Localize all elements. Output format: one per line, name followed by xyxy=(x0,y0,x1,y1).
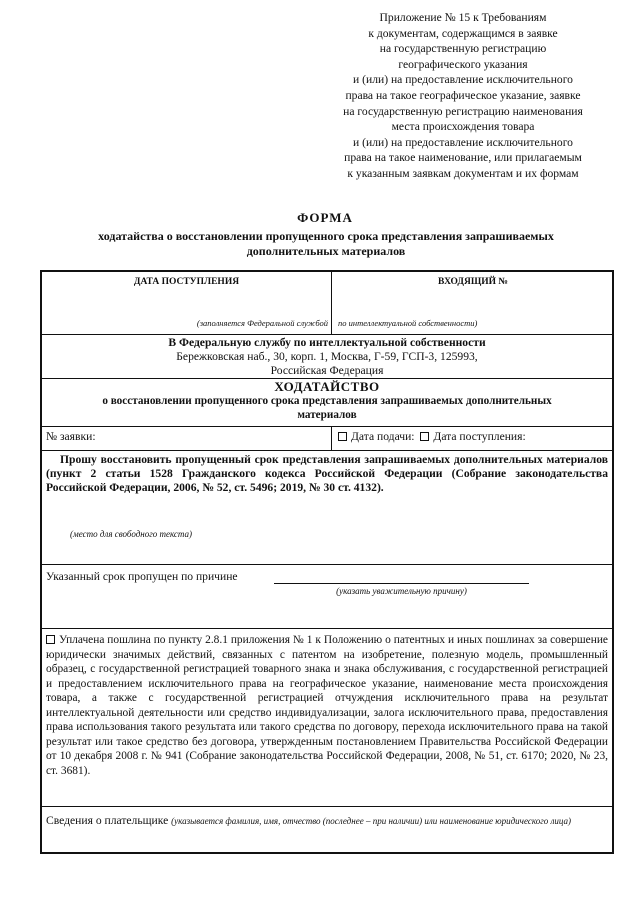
appendix-line: и (или) на предоставление исключительного xyxy=(353,73,573,87)
appendix-line: и (или) на предоставление исключительного xyxy=(353,135,573,149)
divider xyxy=(42,334,612,335)
appendix-line: к указанным заявкам документам и их формам xyxy=(347,166,579,180)
form-subtitle xyxy=(60,229,592,259)
free-text-hint: (место для свободного текста) xyxy=(70,529,192,539)
reason-label: Указанный срок пропущен по причине xyxy=(46,570,238,583)
addressee-address: Бережковская наб., 30, корп. 1, Москва, Г-59, ГСП-3, 125993, xyxy=(176,350,478,363)
dates-row xyxy=(338,430,610,444)
filing-date-label: Дата подачи: xyxy=(351,430,415,443)
appendix-line: географического указания xyxy=(398,57,528,71)
appendix-line: на государственную регистрацию наименования xyxy=(343,104,583,118)
fee-paid-checkbox[interactable] xyxy=(46,635,55,644)
reason-hint: (указать уважительную причину) xyxy=(336,586,467,596)
incoming-number-label: ВХОДЯЩИЙ № xyxy=(438,277,508,287)
divider xyxy=(42,628,612,629)
payer-block[interactable] xyxy=(46,813,608,829)
incoming-number-field[interactable] xyxy=(338,290,608,316)
payer-label: Сведения о плательщике xyxy=(46,814,169,827)
form-subtitle-line-2: дополнительных материалов xyxy=(246,244,406,258)
application-number-label: № заявки: xyxy=(46,430,96,443)
filled-by-note-right: по интеллектуальной собственности) xyxy=(338,318,478,328)
appendix-line: права на такое географическое указание, заявке xyxy=(345,88,581,102)
receipt-date-label: ДАТА ПОСТУПЛЕНИЯ xyxy=(133,277,240,287)
petition-title-block xyxy=(42,379,612,422)
divider xyxy=(42,426,612,427)
filled-by-note-left: (заполняется Федеральной службой xyxy=(196,318,328,328)
receipt-date-field[interactable] xyxy=(48,290,326,316)
addressee-country: Российская Федерация xyxy=(270,364,384,377)
appendix-line: права на такое наименование, или прилагаемым xyxy=(344,151,582,165)
divider xyxy=(42,450,612,451)
appendix-line: к документам, содержащимся в заявке xyxy=(368,26,558,40)
form-title: ФОРМА xyxy=(297,210,353,225)
receipt-date-label-2: Дата поступления: xyxy=(433,430,526,443)
fee-text: Уплачена пошлина по пункту 2.8.1 приложения № 1 к Положению о патентных и иных пошлинах за совершение юридически значимых действий, связанных с патентом на изобретение, полезную модель, промышленный образец, с государственной регистрацией товарного знака и знака обслуживания, с государственной регистрацией и предоставлением исключительного права на географическое указание, наименование места происхождения товара, а также с государственной регистрацией отчуждения исключительного права на результат интеллектуальной деятельности или средство индивидуализации, залога исключительного права, предоставления права использования такого результата или такого средства по договору, перехода исключительного права на такой результат или такое средство без договора, утвержденным постановлением Правительства Российской Федерации от 10 декабря 2008 г. № 941 (Собрание законодательства Российской Федерации, 2008, № 51, ст. 6170; 2020, № 23, ст. 3681). xyxy=(46,634,608,777)
free-text-area[interactable] xyxy=(46,502,608,562)
request-text: Прошу восстановить пропущенный срок представления запрашиваемых дополнительных материалов (пункт 2 статьи 1528 Гражданского кодекса Российской Федерации (Собрание законодательства Российской Федерации, 2006, № 52, ст. 5496; 2019, № 30 ст. 4132). xyxy=(46,453,608,494)
filing-date-checkbox[interactable] xyxy=(338,432,347,441)
appendix-line: места происхождения товара xyxy=(391,120,535,134)
divider xyxy=(42,564,612,565)
form-subtitle-line-1: ходатайства о восстановлении пропущенного срока представления запрашиваемых xyxy=(98,229,554,243)
fee-paragraph xyxy=(46,633,608,778)
petition-subtitle-line-1: о восстановлении пропущенного срока представления запрашиваемых дополнительных xyxy=(102,395,552,407)
application-number[interactable] xyxy=(46,430,326,444)
petition-title: ХОДАТАЙСТВО xyxy=(274,379,380,394)
reason-field[interactable] xyxy=(274,568,529,583)
divider xyxy=(331,426,332,450)
appendix-header xyxy=(318,10,608,182)
receipt-date-checkbox[interactable] xyxy=(420,432,429,441)
petition-form xyxy=(40,270,614,854)
addressee-block xyxy=(42,336,612,378)
petition-subtitle-line-2: материалов xyxy=(297,409,357,421)
appendix-line: на государственную регистрацию xyxy=(379,42,547,56)
appendix-line: Приложение № 15 к Требованиям xyxy=(379,11,547,24)
divider xyxy=(42,806,612,807)
reason-underline xyxy=(274,583,529,584)
addressee-name: В Федеральную службу по интеллектуальной собственности xyxy=(168,336,486,349)
payer-hint: (указывается фамилия, имя, отчество (последнее – при наличии) или наименование юридического лица) xyxy=(171,816,571,826)
